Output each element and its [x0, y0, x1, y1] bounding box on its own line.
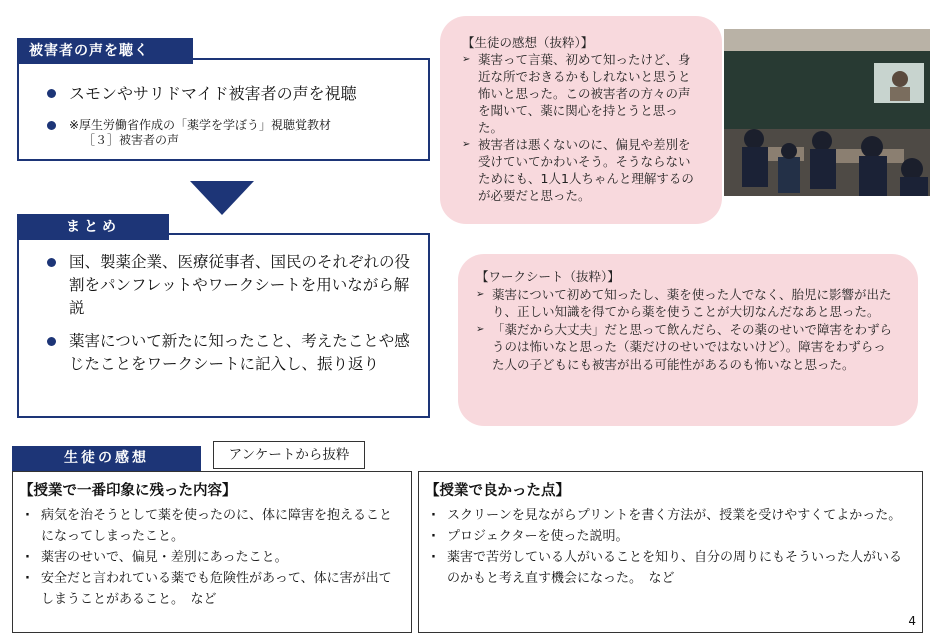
feedback-left-item: · 病気を治そうとして薬を使ったのに、体に障害を抱えることになってしまったこと。 [19, 505, 401, 547]
feedback-right-item: · プロジェクターを使った説明。 [425, 526, 906, 547]
feedback-right-box [418, 471, 923, 633]
worksheet-bubble-item [476, 321, 898, 374]
worksheet-bubble [458, 254, 918, 426]
feedback-right-item: · 薬害で苦労している人がいることを知り、自分の周りにもそういった人がいるのかもと考え直す機会になった。 など [425, 547, 906, 589]
impressions-bubble-item [462, 51, 702, 136]
impressions-bubble-item [462, 136, 702, 204]
victims-item-note [39, 118, 419, 148]
feedback-left-list [19, 505, 401, 610]
victims-voices-panel [17, 58, 430, 161]
summary-item: 国、製薬企業、医療従事者、国民のそれぞれの役割をパンフレットやワークシートを用いながら解説 [39, 251, 417, 320]
worksheet-bubble-title: 【ワークシート（抜粋）】 [476, 269, 620, 284]
impressions-bubble-title: 【生徒の感想（抜粋）】 [462, 35, 594, 50]
summary-list [39, 251, 417, 376]
victims-header: 被害者の声を聴く [17, 38, 193, 64]
impressions-bubble-text: 被害者は悪くないのに、偏見や差別を受けていてかわいそう。そうならないためにも、1人1人ちゃんと理解するのが必要だと思った。 [478, 137, 694, 203]
feedback-right-title: 【授業で良かった点】 [425, 483, 570, 499]
victims-note-list [39, 118, 419, 148]
worksheet-bubble-list [476, 286, 898, 374]
worksheet-bubble-text: 薬害について初めて知ったし、薬を使った人でなく、胎児に影響が出たり、正しい知識を得てから薬を使うことが大切なんだなあと思った。 [492, 286, 892, 319]
impressions-bubble-text: 薬害って言葉、初めて知ったけど、身近な所でおきるかもしれないと思うと怖いと思った。この被害者の方々の声を聞いて、薬に関心を持とうと思った。 [478, 52, 691, 135]
impressions-bubble [440, 16, 722, 224]
feedback-source-tag: アンケートから抜粋 [213, 441, 365, 469]
worksheet-bubble-item [476, 286, 898, 321]
summary-item: 薬害について新たに知ったこと、考えたことや感じたことをワークシートに記入し、振り返り [39, 330, 417, 376]
impressions-bubble-list [462, 51, 702, 204]
victims-item-main: スモンやサリドマイド被害者の声を視聴 [39, 82, 419, 105]
feedback-left-box [12, 471, 412, 633]
feedback-right-list [425, 505, 906, 589]
victims-note-line1: ※厚生労働省作成の「薬学を学ぼう」視聴覚教材 [69, 118, 332, 132]
victims-note-line2: ［３］被害者の声 [83, 133, 180, 147]
feedback-header: 生徒の感想 [12, 446, 201, 471]
page-number: 4 [908, 614, 916, 628]
feedback-left-item: · 薬害のせいで、偏見・差別にあったこと。 [19, 547, 401, 568]
classroom-photo [724, 29, 930, 196]
worksheet-bubble-text: 「薬だから大丈夫」だと思って飲んだら、その薬のせいで障害をわずらうのは怖いなと思った（薬だけのせいではないけど）。障害をわずらった人の子どもにも被害が出る可能性があるのも怖いなと思った。 [492, 321, 893, 372]
summary-panel [17, 233, 430, 418]
feedback-right-item: · スクリーンを見ながらプリントを書く方法が、授業を受けやすくてよかった。 [425, 505, 906, 526]
victims-list [39, 82, 419, 105]
feedback-left-item: · 安全だと言われている薬でも危険性があって、体に害が出てしまうことがあること。 など [19, 568, 401, 610]
arrow-down-icon [190, 181, 254, 215]
summary-header: まとめ [17, 214, 169, 240]
feedback-left-title: 【授業で一番印象に残った内容】 [19, 483, 237, 499]
